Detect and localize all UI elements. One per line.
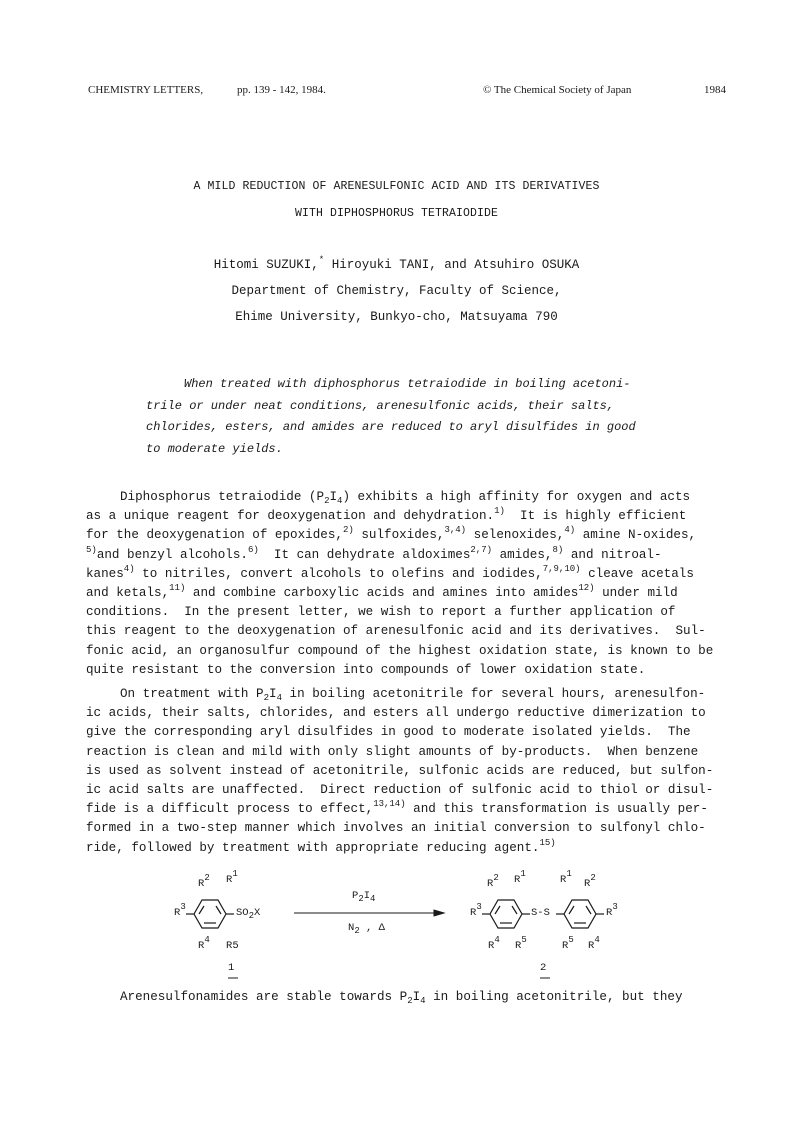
corresponding-mark: *	[318, 255, 325, 265]
r1-label: $R^1$	[226, 869, 238, 886]
abstract	[146, 374, 686, 460]
r1-label: $R^1$	[560, 869, 572, 886]
text-line: On treatment with $P_2I_4$ in boiling acetonitrile for several hours, arenesulfon-	[120, 687, 706, 703]
text-line: Arenesulfonamides are stable towards $P_2I_4$ in boiling acetonitrile, but they	[120, 990, 683, 1006]
text-line: for the deoxygenation of epoxides,$^{2)}$ sulfoxides,$^{3,4)}$ selenoxides,$^{4)}$ amine N-oxides,	[86, 525, 697, 543]
text-line: ic acid salts are unaffected. Direct reduction of sulfonic acid to thiol or disul-	[86, 782, 714, 797]
copyright: © The Chemical Society of Japan	[483, 84, 632, 96]
r2-label: $R^2$	[198, 873, 210, 890]
compound-label-2: 2	[540, 962, 547, 974]
journal-name: CHEMISTRY LETTERS,	[88, 84, 204, 96]
r4-label: $R^4$	[588, 935, 600, 952]
text-line: $^{5)}$and benzyl alcohols.$^{6)}$ It can dehydrate aldoximes$^{2,7)}$ amides,$^{8)}$ and nitroal-	[86, 544, 662, 562]
conditions-label: $N_2$ , Δ	[348, 922, 385, 936]
citation: 7,9,10)	[542, 563, 581, 574]
text-line: ride, followed by treatment with appropriate reducing agent.$^{15)}$	[86, 837, 556, 855]
running-header	[0, 84, 793, 100]
r1-label: $R^1$	[514, 869, 526, 886]
r4-label: $R^4$	[488, 935, 500, 952]
citation: 15)	[539, 837, 556, 848]
citation: 6)	[247, 544, 259, 555]
r3-label: $R^3$	[174, 902, 186, 919]
text-line: as a unique reagent for deoxygenation and dehydration.$^{1)}$ It is highly efficient	[86, 506, 687, 524]
benzene-ring-reactant	[186, 900, 234, 928]
benzene-ring-product-right	[556, 900, 604, 928]
reaction-arrow	[294, 910, 444, 916]
title-line-2: WITH DIPHOSPHORUS TETRAIODIDE	[294, 207, 499, 220]
citation: 2)	[342, 525, 354, 536]
text-line: fide is a difficult process to effect,$^{13,14)}$ and this transformation is usually per-	[86, 799, 708, 817]
text-line: kanes$^{4)}$ to nitriles, convert alcohols to olefins and iodides,$^{7,9,10)}$ cleave acetals	[86, 563, 694, 581]
reagent-label: $P_2I_4$	[352, 890, 376, 904]
compound-label-1: 1	[228, 962, 235, 974]
paragraph-2	[86, 685, 726, 858]
text-line: is used as solvent instead of acetonitrile, sulfonic acids are reduced, but sulfon-	[86, 763, 714, 778]
citation: 5)	[86, 544, 97, 555]
text-line: conditions. In the present letter, we wish to report a further application of	[86, 605, 676, 620]
r2-label: $R^2$	[584, 873, 596, 890]
header-year: 1984	[704, 84, 726, 96]
text-line: this reagent to the deoxygenation of arenesulfonic acid and its derivatives. Sul-	[86, 624, 706, 639]
sulfonyl-group: $SO_2X$	[236, 907, 261, 921]
text-line: ic acids, their salts, chlorides, and esters all undergo reductive dimerization to	[86, 706, 706, 721]
text-line: and ketals,$^{11)}$ and combine carboxylic acids and amines into amides$^{12)}$ under mild	[86, 582, 678, 600]
text-line: formed in a two-step manner which involves an initial conversion to sulfonyl chlo-	[86, 821, 706, 836]
benzene-ring-product-left	[482, 900, 530, 928]
author-rest: Hiroyuki TANI, and Atsuhiro OSUKA	[324, 258, 580, 272]
r2-label: $R^2$	[487, 873, 499, 890]
r5-label: $R^5$	[515, 935, 527, 952]
r5-label: $R^5$	[562, 935, 574, 952]
citation: 12)	[578, 582, 595, 593]
r4-label: $R^4$	[198, 935, 210, 952]
paragraph-3	[86, 988, 726, 1007]
abstract-line: to moderate yields.	[146, 441, 283, 456]
affiliation-line-2: Ehime University, Bunkyo-cho, Matsuyama 790	[235, 310, 558, 324]
affiliation-line-1: Department of Chemistry, Faculty of Science,	[231, 284, 562, 298]
citation: 11)	[169, 582, 186, 593]
text-line: fonic acid, an organosulfur compound of the highest oxidation state, is known to be	[86, 643, 714, 658]
title-line-1: A MILD REDUCTION OF ARENESULFONIC ACID AND ITS DERIVATIVES	[193, 180, 600, 193]
citation: 1)	[494, 506, 505, 517]
citation: 2,7)	[470, 544, 493, 555]
page-range: pp. 139 - 142, 1984.	[237, 84, 326, 96]
citation: 13,14)	[373, 799, 406, 810]
disulfide-bond: S-S	[531, 907, 550, 919]
text-line: give the corresponding aryl disulfides in good to moderate isolated yields. The	[86, 725, 691, 740]
authors	[0, 255, 793, 272]
citation: 4)	[564, 525, 576, 536]
text-line: Diphosphorus tetraiodide $(P_2I_4)$ exhibits a high affinity for oxygen and acts	[120, 490, 691, 506]
paragraph-1	[86, 488, 726, 680]
citation: 3,4)	[444, 525, 467, 536]
author-1: Hitomi SUZUKI,	[213, 258, 319, 272]
text-line: quite resistant to the conversion into compounds of lower oxidation state.	[86, 662, 646, 677]
reaction-scheme	[160, 866, 660, 986]
text-line: reaction is clean and mild with only slight amounts of by-products. When benzene	[86, 744, 699, 759]
citation: 8)	[552, 544, 564, 555]
r3-label: $R^3$	[470, 902, 482, 919]
abstract-line: When treated with diphosphorus tetraiodide in boiling acetoni-	[184, 377, 631, 391]
abstract-line: chlorides, esters, and amides are reduced to aryl disulfides in good	[146, 420, 636, 434]
r3-label: $R^3$	[606, 902, 618, 919]
citation: 4)	[123, 563, 135, 574]
abstract-line: trile or under neat conditions, arenesulfonic acids, their salts,	[146, 398, 615, 413]
r5-label: R5	[226, 940, 239, 952]
